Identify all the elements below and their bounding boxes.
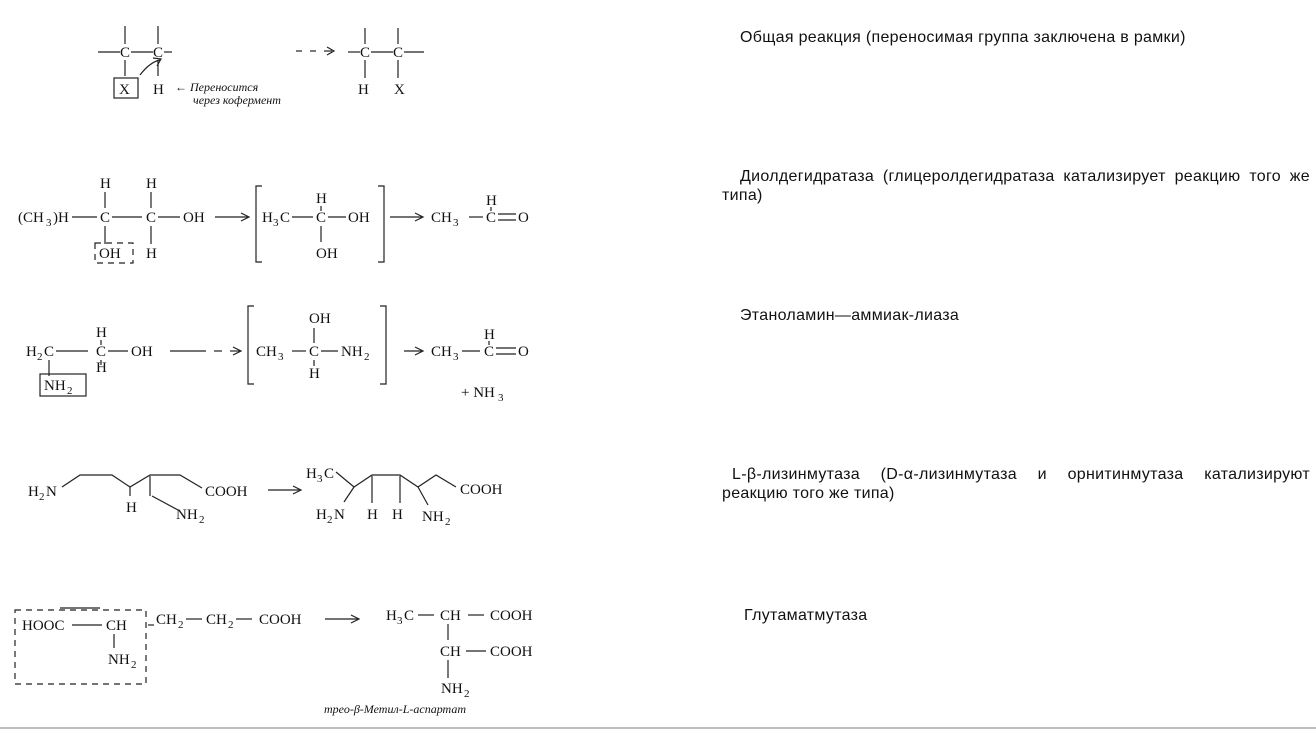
svg-text:3: 3 bbox=[453, 351, 459, 363]
svg-text:H: H bbox=[358, 82, 369, 98]
svg-text:2: 2 bbox=[364, 351, 370, 363]
svg-text:OH: OH bbox=[348, 210, 370, 226]
svg-text:CH: CH bbox=[431, 210, 452, 226]
svg-text:COOH: COOH bbox=[460, 482, 503, 498]
svg-text:H: H bbox=[96, 325, 107, 341]
svg-text:3: 3 bbox=[498, 392, 504, 404]
svg-text:C: C bbox=[309, 344, 320, 360]
svg-text:C: C bbox=[120, 45, 131, 61]
svg-text:COOH: COOH bbox=[259, 612, 302, 628]
reaction-2-description: Диолдегидратаза (глицеролдегидратаза катализирует реакцию того же типа) bbox=[722, 168, 1310, 204]
transfer-note-line1: ← Переносится bbox=[175, 80, 259, 94]
svg-text:2: 2 bbox=[327, 514, 333, 526]
svg-text:C: C bbox=[404, 608, 415, 624]
svg-text:H: H bbox=[316, 191, 327, 207]
svg-text:C: C bbox=[153, 45, 164, 61]
svg-text:2: 2 bbox=[445, 516, 451, 528]
svg-text:2: 2 bbox=[67, 385, 73, 397]
svg-text:2: 2 bbox=[39, 491, 45, 503]
svg-text:H: H bbox=[26, 344, 37, 360]
reaction-3-scheme bbox=[26, 306, 529, 404]
svg-text:C: C bbox=[324, 466, 335, 482]
svg-text:H: H bbox=[146, 176, 157, 192]
svg-text:C: C bbox=[484, 344, 495, 360]
svg-text:H: H bbox=[392, 507, 403, 523]
svg-text:NH: NH bbox=[176, 507, 198, 523]
svg-text:CH: CH bbox=[440, 608, 461, 624]
svg-text:HOOC: HOOC bbox=[22, 618, 65, 634]
svg-text:C: C bbox=[146, 210, 157, 226]
svg-text:)H: )H bbox=[53, 210, 69, 226]
svg-text:CH: CH bbox=[206, 612, 227, 628]
svg-text:3: 3 bbox=[453, 217, 459, 229]
svg-text:OH: OH bbox=[131, 344, 153, 360]
svg-text:C: C bbox=[96, 344, 107, 360]
svg-text:H: H bbox=[367, 507, 378, 523]
svg-text:3: 3 bbox=[273, 217, 279, 229]
svg-text:2: 2 bbox=[178, 619, 184, 631]
svg-text:OH: OH bbox=[309, 311, 331, 327]
svg-text:2: 2 bbox=[199, 514, 205, 526]
svg-text:C: C bbox=[316, 210, 327, 226]
svg-text:CH: CH bbox=[106, 618, 127, 634]
svg-text:CH: CH bbox=[440, 644, 461, 660]
svg-text:C: C bbox=[393, 45, 404, 61]
svg-text:C: C bbox=[100, 210, 111, 226]
svg-text:NH: NH bbox=[44, 378, 66, 394]
svg-text:H: H bbox=[28, 484, 39, 500]
svg-text:N: N bbox=[46, 484, 57, 500]
svg-text:NH: NH bbox=[341, 344, 363, 360]
svg-text:CH: CH bbox=[256, 344, 277, 360]
svg-text:H: H bbox=[96, 360, 107, 376]
svg-text:H: H bbox=[146, 246, 157, 262]
svg-text:N: N bbox=[334, 507, 345, 523]
reaction-5-product-name: трео-β-Метил-L-аспартат bbox=[324, 702, 467, 716]
svg-text:H: H bbox=[306, 466, 317, 482]
svg-text:2: 2 bbox=[131, 659, 137, 671]
svg-text:(CH: (CH bbox=[18, 210, 44, 226]
svg-text:3: 3 bbox=[397, 615, 403, 627]
svg-text:H: H bbox=[262, 210, 273, 226]
svg-text:3: 3 bbox=[278, 351, 284, 363]
svg-text:2: 2 bbox=[228, 619, 234, 631]
svg-text:H: H bbox=[100, 176, 111, 192]
svg-text:NH: NH bbox=[441, 681, 463, 697]
svg-text:H: H bbox=[126, 500, 137, 516]
svg-text:3: 3 bbox=[46, 217, 52, 229]
svg-text:COOH: COOH bbox=[490, 608, 533, 624]
svg-text:H: H bbox=[484, 327, 495, 343]
transfer-note-line2: через кофермент bbox=[193, 93, 281, 107]
svg-text:OH: OH bbox=[316, 246, 338, 262]
svg-text:O: O bbox=[518, 210, 529, 226]
svg-text:C: C bbox=[360, 45, 371, 61]
svg-text:C: C bbox=[280, 210, 291, 226]
svg-text:H: H bbox=[386, 608, 397, 624]
svg-text:H: H bbox=[153, 82, 164, 98]
reaction-5-scheme bbox=[15, 608, 533, 700]
svg-text:C: C bbox=[44, 344, 55, 360]
svg-text:OH: OH bbox=[99, 246, 121, 262]
svg-text:2: 2 bbox=[37, 351, 43, 363]
reaction-1-scheme bbox=[98, 26, 424, 98]
svg-text:COOH: COOH bbox=[490, 644, 533, 660]
svg-text:O: O bbox=[518, 344, 529, 360]
svg-text:2: 2 bbox=[464, 688, 470, 700]
svg-text:H: H bbox=[486, 193, 497, 209]
svg-text:CH: CH bbox=[156, 612, 177, 628]
reaction-3-description: Этаноламин—аммиак-лиаза bbox=[740, 307, 960, 324]
svg-text:C: C bbox=[486, 210, 497, 226]
svg-text:NH: NH bbox=[422, 509, 444, 525]
svg-text:H: H bbox=[309, 366, 320, 382]
svg-text:COOH: COOH bbox=[205, 484, 248, 500]
bottom-divider bbox=[0, 727, 1316, 729]
svg-text:X: X bbox=[119, 82, 130, 98]
svg-text:H: H bbox=[316, 507, 327, 523]
reaction-2-scheme bbox=[18, 176, 529, 263]
svg-text:NH: NH bbox=[108, 652, 130, 668]
svg-text:3: 3 bbox=[317, 473, 323, 485]
reaction-5-description: Глутаматмутаза bbox=[744, 607, 868, 624]
svg-text:CH: CH bbox=[431, 344, 452, 360]
svg-text:X: X bbox=[394, 82, 405, 98]
svg-text:OH: OH bbox=[183, 210, 205, 226]
reaction-1-description: Общая реакция (переносимая группа заключена в рамки) bbox=[740, 29, 1186, 46]
reaction-4-description: L-β-лизинмутаза (D-α-лизинмутаза и орнитинмутаза катализируют реакцию того же типа) bbox=[722, 466, 1310, 502]
reaction-4-scheme bbox=[28, 466, 503, 528]
svg-text:+ NH: + NH bbox=[461, 385, 495, 401]
